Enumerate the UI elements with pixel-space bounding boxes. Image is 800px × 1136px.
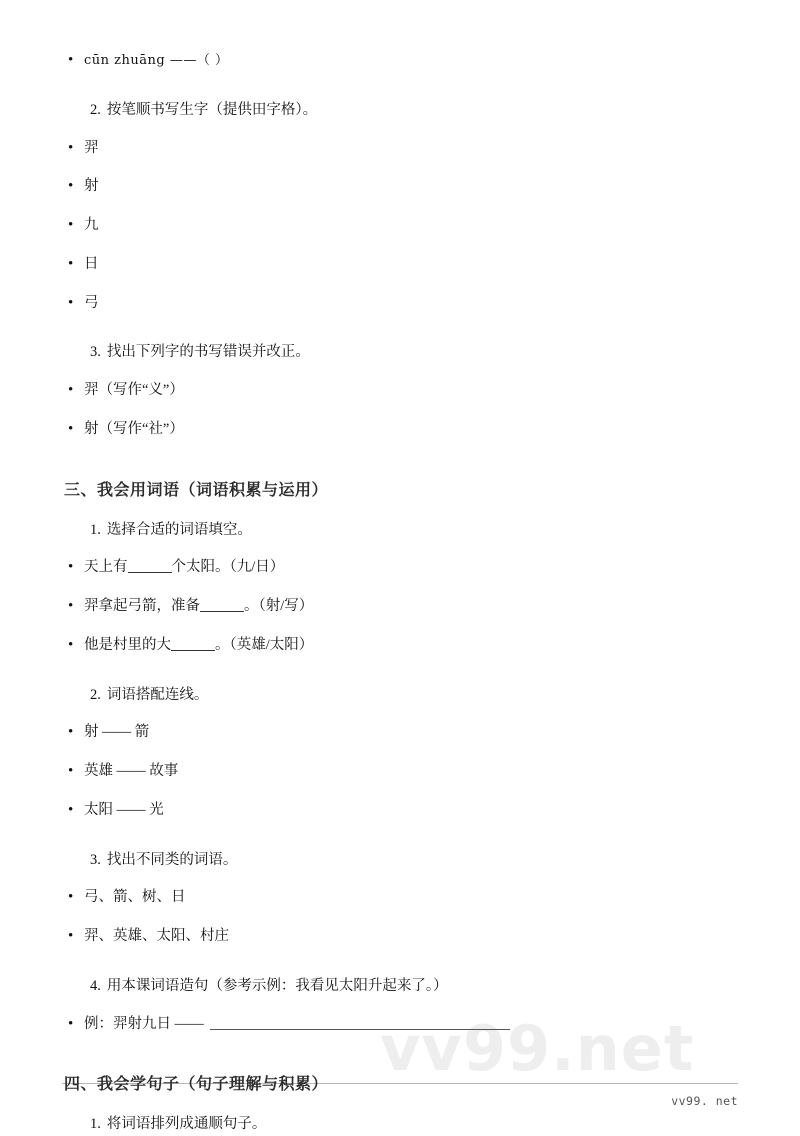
question-text: 将词语排列成通顺句子。 [106, 1116, 267, 1133]
question-number: 1. [90, 1116, 101, 1133]
list-item [62, 380, 738, 402]
list-item [62, 176, 738, 198]
question-text: 词语搭配连线。 [106, 686, 209, 703]
question-number: 2. [90, 101, 101, 118]
word-group: 弓、箭、树、日 [84, 889, 186, 906]
list-item [62, 926, 738, 948]
question-3 [62, 342, 738, 364]
list-item [62, 635, 738, 657]
list-item [62, 1014, 738, 1036]
section4-question-1 [62, 1114, 738, 1136]
list-item [62, 293, 738, 315]
question-2 [62, 100, 738, 122]
list-item [62, 215, 738, 237]
question-number: 1. [90, 521, 101, 538]
fill-blank[interactable] [171, 650, 215, 651]
list-item [62, 800, 738, 822]
list-item [62, 557, 738, 579]
sentence-part-after: 个太阳。（九/日） [171, 559, 285, 576]
sentence-part-after: 。（英雄/太阳） [215, 636, 314, 653]
section-heading-three: 三、我会用词语（词语积累与运用） [64, 479, 329, 499]
character-2: 射 [84, 178, 99, 195]
word-group: 羿、英雄、太阳、村庄 [84, 928, 229, 944]
question-number: 3. [90, 344, 101, 361]
match-pair: 英雄 —— 故事 [84, 763, 179, 779]
question-text: 找出不同类的词语。 [106, 851, 238, 868]
list-item [62, 50, 738, 72]
question-text: 找出下列字的书写错误并改正。 [106, 344, 310, 361]
question-number: 2. [90, 686, 101, 703]
section3-question-4 [62, 976, 738, 998]
section3-question-2 [62, 685, 738, 707]
answer-blank-line[interactable] [210, 1029, 510, 1030]
list-item [62, 138, 738, 160]
character-3: 九 [84, 217, 99, 233]
pinyin-text: cūn zhuāng ——（ ） [84, 53, 229, 68]
question-text: 用本课词语造句（参考示例：我看见太阳升起来了。） [106, 977, 448, 994]
list-item [62, 254, 738, 276]
answer-option: 羿（写作“义”） [84, 382, 184, 398]
example-sentence: 例：羿射九日 —— [84, 1015, 204, 1032]
match-pair: 太阳 —— 光 [84, 801, 164, 818]
document-content [62, 50, 738, 1136]
footer-label: vv99. net [671, 1094, 738, 1108]
list-item [62, 722, 738, 744]
answer-option: 射（写作“社”） [84, 420, 184, 437]
question-number: 3. [90, 851, 101, 868]
sentence-part-before: 天上有 [84, 559, 128, 576]
match-pair: 射 —— 箭 [84, 724, 150, 741]
sentence-part-before: 羿拿起弓箭，准备 [84, 598, 200, 614]
sentence-part-after: 。（射/写） [244, 598, 314, 614]
watermark-text: vv99.net [380, 1012, 695, 1085]
section3-question-1 [62, 520, 738, 542]
question-text: 按笔顺书写生字（提供田字格）。 [106, 101, 318, 118]
list-item [62, 596, 738, 618]
section3-question-3 [62, 850, 738, 872]
character-5: 弓 [84, 294, 99, 311]
list-item [62, 761, 738, 783]
list-item [62, 419, 738, 441]
sentence-part-before: 他是村里的大 [84, 636, 171, 653]
section-heading-four: 四、我会学句子（句子理解与积累） [64, 1074, 329, 1094]
fill-blank[interactable] [200, 611, 244, 612]
fill-blank[interactable] [128, 572, 172, 573]
character-4: 日 [84, 255, 99, 272]
question-text: 选择合适的词语填空。 [106, 521, 252, 538]
question-number: 4. [90, 977, 101, 994]
list-item [62, 887, 738, 909]
character-1: 羿 [84, 139, 99, 156]
